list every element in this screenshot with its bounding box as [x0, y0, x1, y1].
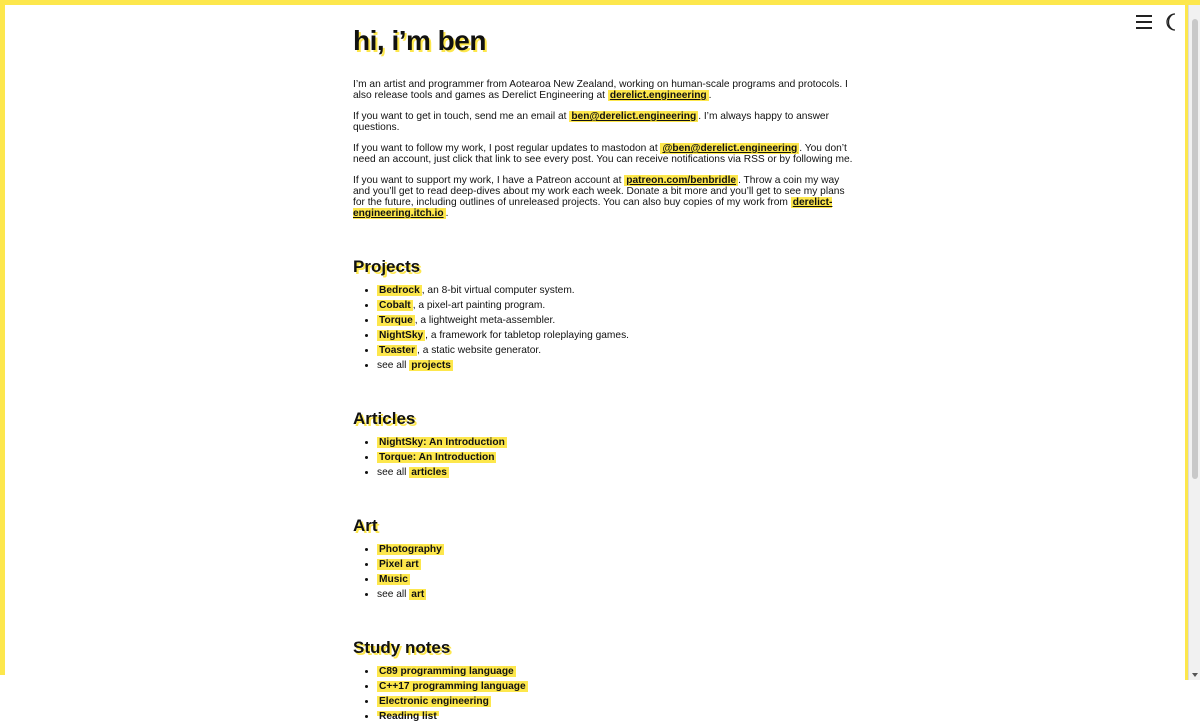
intro-paragraph: I’m an artist and programmer from Aotearoa New Zealand, working on human-scale programs and protocols. I also release tools and games as Derelict Engineering at derelict.engineering . [353, 79, 848, 101]
list-item: • NightSky , a framework for tabletop roleplaying games. [377, 330, 853, 341]
project-link-bedrock[interactable]: Bedrock [379, 285, 420, 296]
see-all-articles-link[interactable]: articles [411, 467, 447, 478]
list-item [377, 696, 853, 707]
list-item: • Torque , a lightweight meta-assembler. [377, 315, 853, 326]
page-body [5, 5, 1190, 722]
follow-paragraph: If you want to follow my work, I post regular updates to mastodon at @ben@derelict.engineering . You don’t need an account, just click that link to see every post. You can receive notifications via RSS or by following me. [353, 143, 853, 165]
note-link-cpp17[interactable]: C++17 programming language [379, 681, 526, 692]
art-link-pixel-art[interactable]: Pixel art [379, 559, 419, 570]
mastodon-link[interactable]: @ben@derelict.engineering [662, 143, 798, 154]
email-link[interactable]: ben@derelict.engineering [571, 111, 697, 122]
list-item [377, 681, 853, 692]
main-content [353, 25, 853, 726]
article-link-nightsky[interactable]: NightSky: An Introduction [379, 437, 505, 448]
patreon-link[interactable]: patreon.com/benbridle [626, 175, 737, 186]
support-paragraph: If you want to support my work, I have a Patreon account at patreon.com/benbridle . Throw a coin my way and you’ll get to read deep-dives about my work each week. Donate a bit more and you’ll get to see my plans for the future, including outlines of unreleased projects. You can also buy copies of my work from derelict-engineering.itch.io . [353, 175, 845, 219]
art-link-music[interactable]: Music [379, 574, 408, 585]
derelict-engineering-link[interactable]: derelict.engineering [609, 90, 707, 101]
note-link-reading-list[interactable]: Reading list [379, 711, 437, 722]
contact-paragraph: If you want to get in touch, send me an email at ben@derelict.engineering . I’m always happy to answer questions. [353, 111, 829, 133]
list-item: • Toaster , a static website generator. [377, 345, 853, 356]
study-notes-heading: Study notes [353, 638, 451, 657]
project-link-nightsky[interactable]: NightSky [379, 330, 424, 341]
list-item [377, 452, 853, 463]
page-title: hi, i’m ben [353, 25, 486, 56]
list-item [377, 711, 853, 722]
note-link-electronic-engineering[interactable]: Electronic engineering [379, 696, 489, 707]
list-item: • see all projects [377, 360, 853, 371]
list-item: • Bedrock , an 8-bit virtual computer system. [377, 285, 853, 296]
art-heading: Art [353, 516, 378, 535]
projects-heading: Projects [353, 257, 421, 276]
list-item: • see all articles [377, 467, 853, 478]
project-link-torque[interactable]: Torque [379, 315, 413, 326]
art-link-photography[interactable]: Photography [379, 544, 442, 555]
scrollbar[interactable] [1188, 5, 1200, 680]
study-notes-list [353, 666, 853, 722]
itch-link[interactable]: derelict-engineering.itch.io [353, 197, 833, 219]
list-item: • Cobalt , a pixel-art painting program. [377, 300, 853, 311]
project-link-cobalt[interactable]: Cobalt [379, 300, 411, 311]
article-link-torque[interactable]: Torque: An Introduction [379, 452, 495, 463]
list-item [377, 666, 853, 677]
hamburger-menu-icon[interactable] [1136, 15, 1152, 29]
list-item [377, 544, 853, 555]
project-link-toaster[interactable]: Toaster [379, 345, 416, 356]
list-item [377, 559, 853, 570]
see-all-art-link[interactable]: art [411, 589, 425, 600]
scrollbar-thumb[interactable] [1192, 19, 1198, 479]
articles-heading: Articles [353, 409, 416, 428]
scroll-down-arrow-icon[interactable] [1192, 673, 1198, 677]
moon-icon[interactable] [1164, 13, 1180, 31]
art-list [353, 544, 853, 600]
see-all-projects-link[interactable]: projects [411, 360, 451, 371]
projects-list [353, 285, 853, 371]
list-item [377, 437, 853, 448]
toolbar [1136, 13, 1180, 31]
note-link-c89[interactable]: C89 programming language [379, 666, 514, 677]
articles-list [353, 437, 853, 478]
list-item: • see all art [377, 589, 853, 600]
list-item [377, 574, 853, 585]
